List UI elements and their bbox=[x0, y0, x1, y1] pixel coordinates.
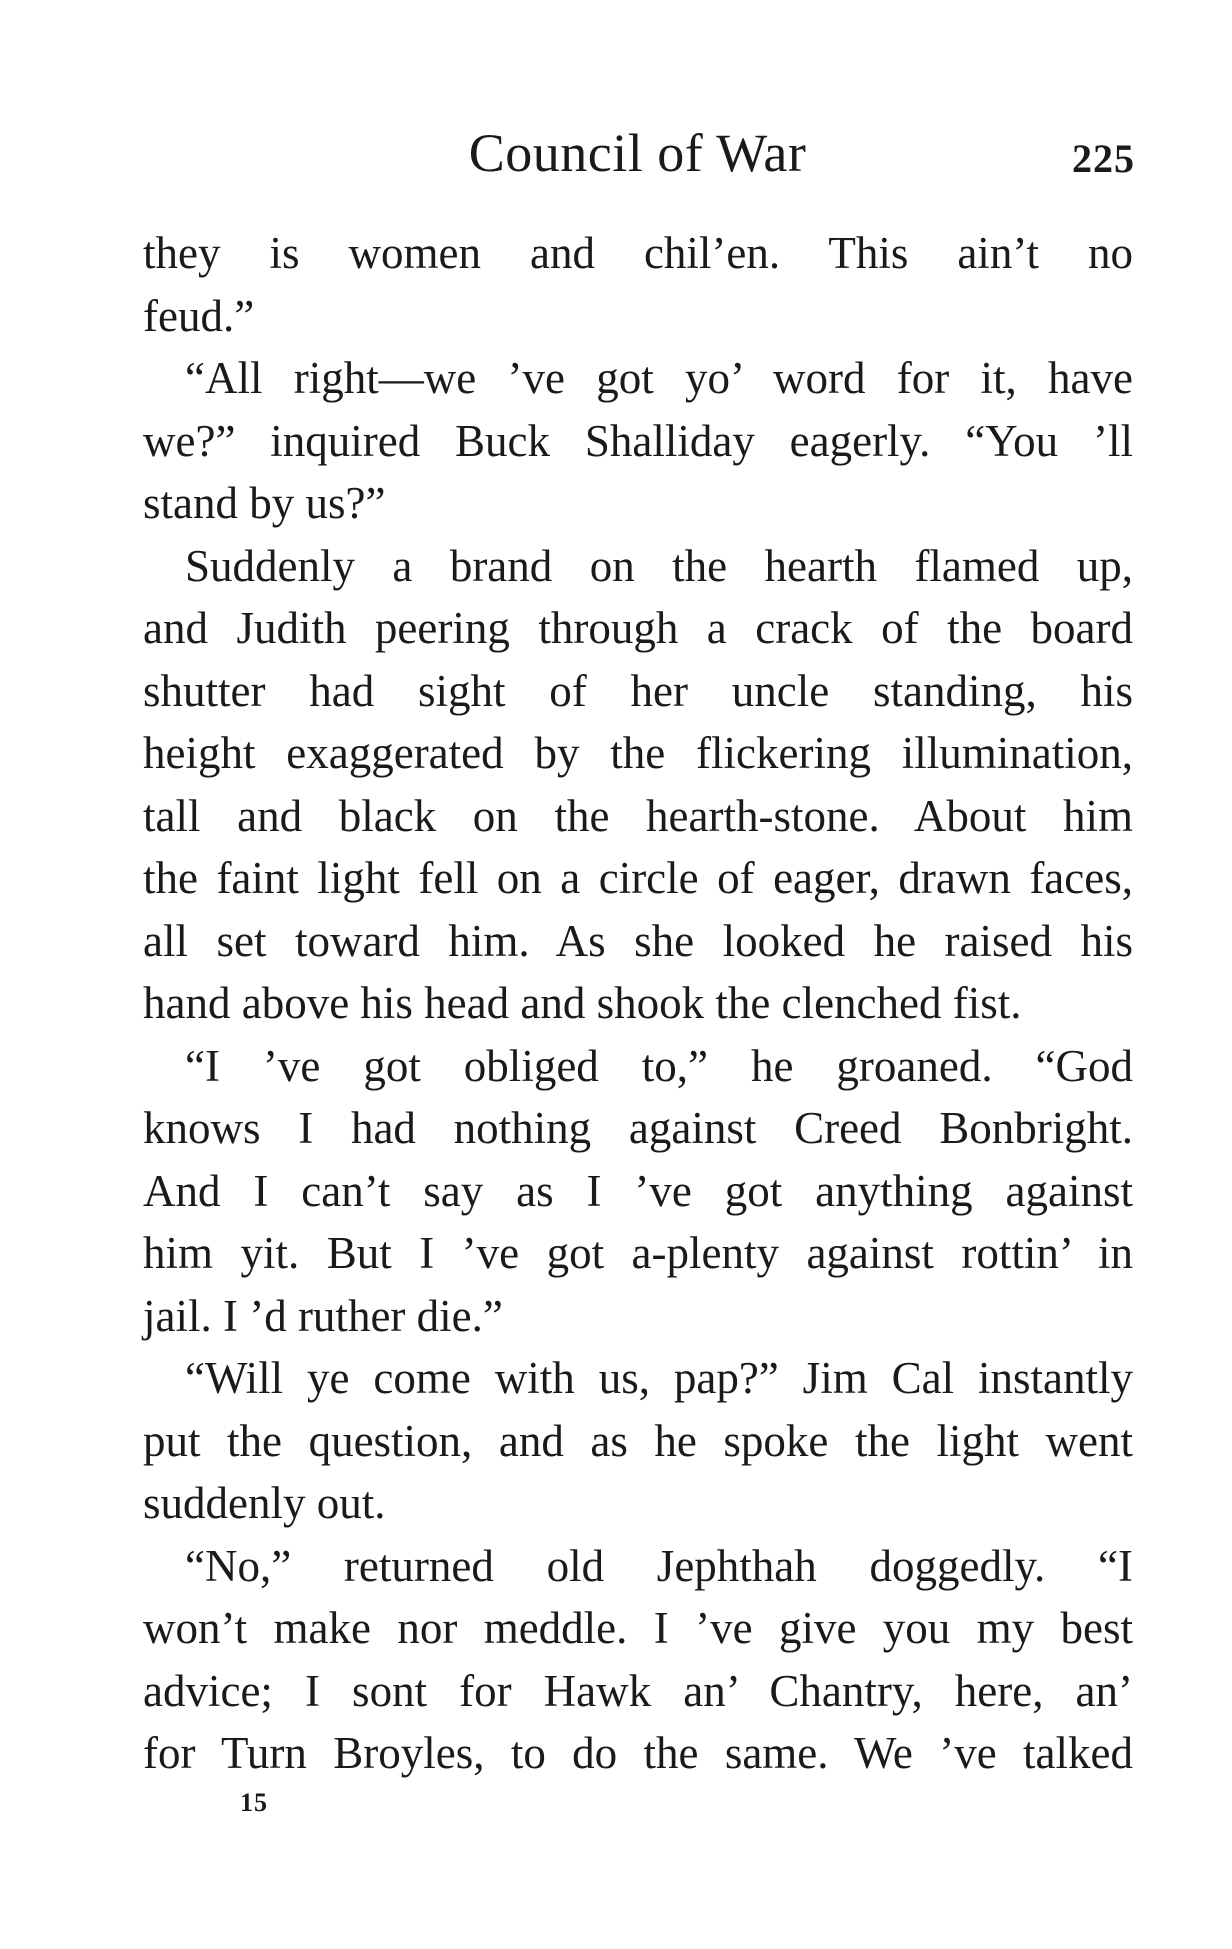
text-line: tall and black on the hearth-stone. About him bbox=[143, 790, 1133, 841]
text-line: “All right—we ’ve got yo’ word for it, have bbox=[185, 353, 1133, 403]
text-line: “Will ye come with us, pap?” Jim Cal instantly bbox=[185, 1353, 1133, 1403]
text-line: and Judith peering through a crack of the board bbox=[143, 603, 1133, 653]
page-number: 225 bbox=[1072, 136, 1135, 181]
running-title: Council of War bbox=[468, 123, 807, 183]
text-line: we?” inquired Buck Shalliday eagerly. “You ’ll bbox=[143, 415, 1133, 466]
text-line: the faint light fell on a circle of eager, drawn faces, bbox=[143, 853, 1133, 903]
text-line: jail. I ’d ruther die.” bbox=[143, 1290, 503, 1341]
running-head bbox=[140, 118, 1135, 188]
text-line: Suddenly a brand on the hearth flamed up, bbox=[185, 540, 1133, 591]
text-line: “I ’ve got obliged to,” he groaned. “God bbox=[185, 1040, 1133, 1091]
signature-mark: 15 bbox=[240, 1788, 268, 1817]
text-line: stand by us?” bbox=[143, 478, 386, 528]
text-line: for Turn Broyles, to do the same. We ’ve talked bbox=[143, 1728, 1133, 1778]
text-line: put the question, and as he spoke the light went bbox=[143, 1415, 1133, 1466]
text-line: advice; I sont for Hawk an’ Chantry, here, an’ bbox=[143, 1665, 1133, 1716]
text-line: they is women and chil’en. This ain’t no bbox=[143, 228, 1133, 278]
text-line: won’t make nor meddle. I ’ve give you my best bbox=[143, 1603, 1133, 1653]
text-line: “No,” returned old Jephthah doggedly. “I bbox=[185, 1540, 1133, 1591]
text-line: shutter had sight of her uncle standing, his bbox=[143, 665, 1133, 716]
body-text bbox=[143, 222, 1133, 1785]
text-line: suddenly out. bbox=[143, 1478, 386, 1528]
text-line: feud.” bbox=[143, 290, 255, 341]
text-line: him yit. But I ’ve got a-plenty against rottin’ in bbox=[143, 1228, 1133, 1278]
text-line: knows I had nothing against Creed Bonbright. bbox=[143, 1103, 1133, 1153]
text-line: height exaggerated by the flickering illumination, bbox=[143, 728, 1133, 778]
text-line: hand above his head and shook the clenched fist. bbox=[143, 978, 1022, 1028]
text-line: And I can’t say as I ’ve got anything against bbox=[143, 1165, 1133, 1216]
text-line: all set toward him. As she looked he raised his bbox=[143, 915, 1133, 966]
